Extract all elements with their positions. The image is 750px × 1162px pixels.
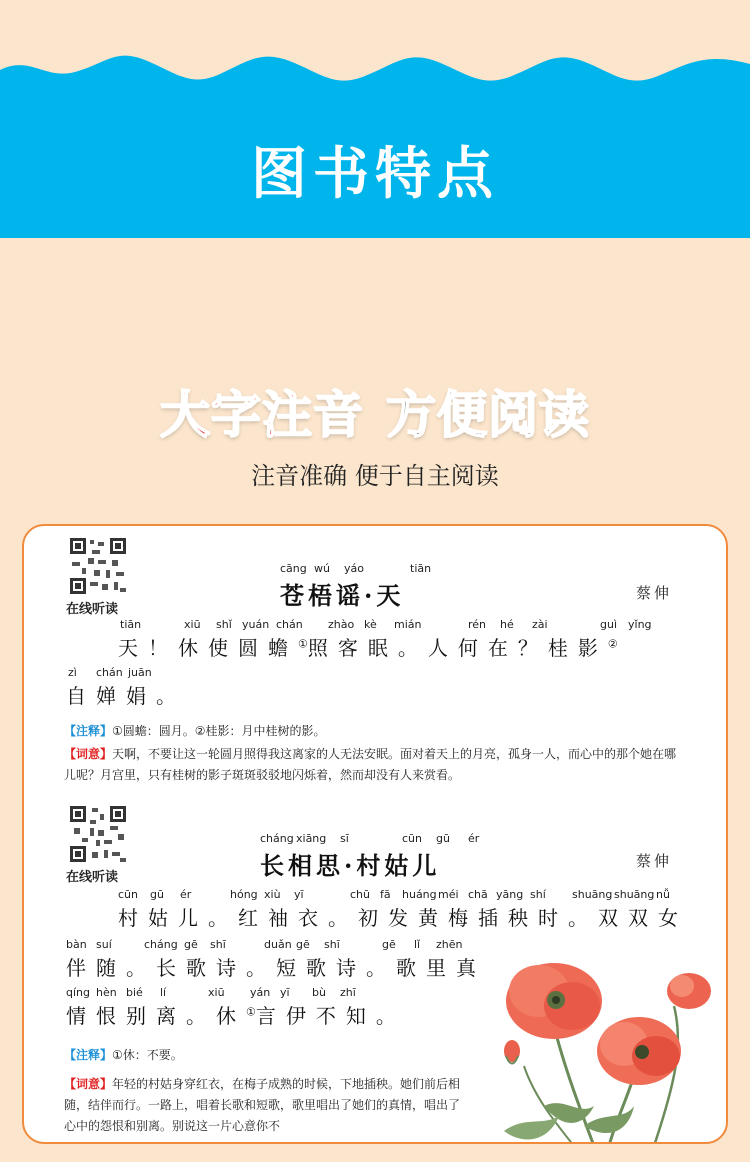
poem-title: 长相思·村姑儿	[260, 851, 441, 880]
footnote-mark: ②	[607, 637, 618, 651]
title-pinyin: gū	[436, 832, 450, 845]
pinyin: yī	[280, 986, 290, 999]
note-text: ①休：不要。	[112, 1048, 183, 1062]
line-text: 言伊不知。	[255, 1004, 406, 1028]
poppy-flower-illustration	[484, 956, 728, 1144]
pinyin: rén	[468, 618, 487, 631]
pinyin: gē	[184, 938, 198, 951]
pinyin: guì	[600, 618, 618, 631]
meaning-text: 天啊，不要让这一轮圆月照得我这离家的人无法安眠。面对着天上的月亮，孤身一人，而心中的那个她在哪儿呢？月宫里，只有桂树的影子斑斑驳驳地闪烁着，然而却没有人来赏看。	[64, 747, 677, 782]
meaning-text: 年轻的村姑身穿红衣，在梅子成熟的时候，下地插秧。她们前后相随，结伴而行。一路上，唱着长歌和短歌，歌里唱出了她们的真情，唱出了心中的怨恨和别离。别说这一片心意你不	[64, 1077, 461, 1133]
pinyin: cūn	[118, 888, 138, 901]
pinyin: bù	[312, 986, 326, 999]
pinyin: gū	[150, 888, 164, 901]
title-pinyin: tiān	[410, 562, 432, 575]
title-pinyin: cūn	[402, 832, 422, 845]
poem-line: 自婵娟。	[66, 684, 186, 708]
pinyin: gē	[382, 938, 396, 951]
pinyin: zhī	[340, 986, 356, 999]
line-text: 天！休使圆蟾	[118, 636, 298, 660]
pinyin: chā	[468, 888, 488, 901]
pinyin: nǚ	[656, 888, 670, 901]
qr-code-icon[interactable]	[68, 804, 128, 864]
pinyin: bàn	[66, 938, 87, 951]
pinyin: gē	[296, 938, 310, 951]
pinyin: hèn	[96, 986, 117, 999]
poem-card	[22, 524, 728, 1144]
title-pinyin: cāng	[280, 562, 307, 575]
poem-author: 蔡伸	[636, 584, 673, 602]
title-pinyin: sī	[340, 832, 349, 845]
title-pinyin: cháng	[260, 832, 294, 845]
poem-line: 伴随。长歌诗。短歌诗。歌里真	[66, 956, 486, 980]
pinyin: méi	[438, 888, 459, 901]
pinyin: shuāng	[572, 888, 613, 901]
note	[64, 722, 326, 739]
pinyin: duǎn	[264, 938, 292, 951]
note-tag: 【注释】	[64, 724, 113, 738]
poem-title: 苍梧谣·天	[280, 581, 405, 610]
meaning	[64, 1074, 464, 1137]
meaning-tag: 【词意】	[64, 747, 113, 761]
pinyin: shī	[324, 938, 340, 951]
pinyin: kè	[364, 618, 377, 631]
pinyin: yán	[250, 986, 271, 999]
poem-line: 村姑儿。红袖衣。初发黄梅插秧时。双双女	[118, 906, 688, 930]
pinyin: shí	[530, 888, 546, 901]
pinyin: yī	[294, 888, 304, 901]
pinyin: mián	[394, 618, 422, 631]
pinyin: ér	[180, 888, 192, 901]
line-text: 情恨别离。休	[66, 1004, 246, 1028]
pinyin: bié	[126, 986, 143, 999]
pinyin: juān	[128, 666, 152, 679]
pinyin: yāng	[496, 888, 524, 901]
pinyin: qíng	[66, 986, 90, 999]
headline-black: 方便阅读	[386, 386, 590, 444]
title-pinyin: wú	[314, 562, 330, 575]
note-text: ①圆蟾：圆月。②桂影：月中桂树的影。	[112, 724, 326, 738]
footnote-mark: ①	[246, 1005, 256, 1019]
banner-title: 图书特点	[251, 142, 499, 207]
pinyin: shuāng	[614, 888, 655, 901]
line-text: 照客眠。人何在？桂影	[307, 636, 608, 660]
poem-author: 蔡伸	[636, 852, 673, 870]
pinyin: shī	[210, 938, 226, 951]
pinyin: yuán	[242, 618, 270, 631]
qr-code-icon[interactable]	[68, 536, 128, 596]
pinyin: chán	[96, 666, 123, 679]
pinyin: hóng	[230, 888, 258, 901]
pinyin: zhào	[328, 618, 355, 631]
meaning-tag: 【词意】	[64, 1077, 113, 1091]
pinyin: chū	[350, 888, 370, 901]
note	[64, 1046, 183, 1063]
footnote-mark: ①	[298, 637, 308, 651]
pinyin: fā	[380, 888, 391, 901]
pinyin: xiū	[208, 986, 225, 999]
headline	[0, 375, 750, 447]
pinyin: zài	[532, 618, 548, 631]
qr-label: 在线听读	[66, 602, 119, 617]
pinyin: zhēn	[436, 938, 463, 951]
pinyin: yǐng	[628, 618, 652, 631]
pinyin: xiù	[264, 888, 281, 901]
note-tag: 【注释】	[64, 1048, 113, 1062]
pinyin: suí	[96, 938, 112, 951]
subhead: 注音准确 便于自主阅读	[251, 462, 499, 490]
pinyin: lǐ	[414, 938, 421, 951]
title-pinyin: ér	[468, 832, 480, 845]
pinyin: chán	[276, 618, 303, 631]
pinyin: xiū	[184, 618, 201, 631]
pinyin: lí	[160, 986, 167, 999]
title-pinyin: yáo	[344, 562, 364, 575]
qr-label: 在线听读	[66, 870, 119, 885]
title-pinyin: xiāng	[296, 832, 327, 845]
pinyin: hé	[500, 618, 514, 631]
headline-red: 大字注音	[160, 386, 364, 444]
pinyin: cháng	[144, 938, 178, 951]
poem-line	[66, 1000, 406, 1029]
poem-line	[118, 632, 618, 661]
pinyin: huáng	[402, 888, 437, 901]
pinyin: tiān	[120, 618, 142, 631]
pinyin: shǐ	[216, 618, 232, 631]
pinyin: zì	[68, 666, 77, 679]
meaning	[64, 744, 684, 786]
